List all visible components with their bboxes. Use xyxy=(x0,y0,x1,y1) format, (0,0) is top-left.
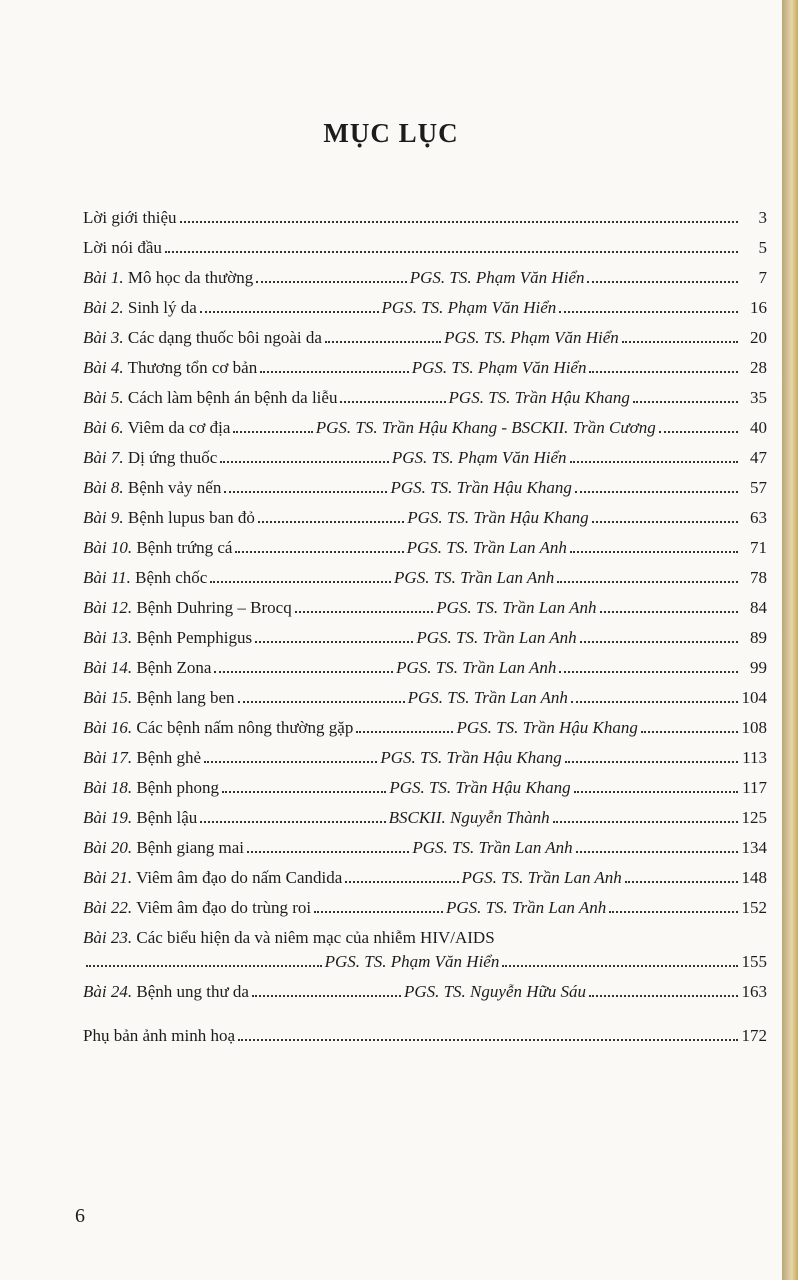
lesson-title: Bệnh phong xyxy=(136,778,219,797)
lesson-number: Bài 11. xyxy=(83,568,131,587)
toc-entry-page: 163 xyxy=(741,982,767,1001)
lesson-author: PGS. TS. Trần Lan Anh xyxy=(436,598,597,617)
leader-dots xyxy=(622,341,738,343)
leader-dots xyxy=(570,461,738,463)
lesson-number: Bài 22. xyxy=(83,898,133,917)
leader-dots xyxy=(222,791,386,793)
toc-entry-label xyxy=(83,448,217,468)
lesson-number: Bài 10. xyxy=(83,538,133,557)
lesson-title: Bệnh lang ben xyxy=(136,688,235,707)
leader-dots xyxy=(200,821,385,823)
leader-dots xyxy=(600,611,739,613)
toc-entry-page: 7 xyxy=(758,268,767,287)
toc-entry-label xyxy=(83,568,207,588)
toc-entry-lesson xyxy=(83,798,767,828)
lesson-title: Bệnh giang mai xyxy=(136,838,245,857)
lesson-title: Bệnh Duhring – Brocq xyxy=(136,598,292,617)
lesson-title: Các biểu hiện da và niêm mạc của nhiễm HIV/AIDS xyxy=(136,928,495,947)
lesson-author: PGS. TS. Trần Lan Anh xyxy=(406,538,567,557)
toc-entry-lesson xyxy=(83,918,767,948)
lesson-author: PGS. TS. Trần Hậu Khang xyxy=(380,748,562,767)
leader-dots xyxy=(258,521,404,523)
toc-entry-page: 125 xyxy=(741,808,768,827)
leader-dots xyxy=(589,995,738,997)
toc-entry-label xyxy=(83,328,322,348)
toc-entry-label xyxy=(83,508,255,528)
toc-entry-label xyxy=(83,358,257,378)
toc-entry-page: 78 xyxy=(750,568,767,587)
leader-dots xyxy=(502,965,738,967)
lesson-author: PGS. TS. Trần Lan Anh xyxy=(407,688,568,707)
lesson-title: Mô học da thường xyxy=(127,268,254,287)
lesson-author: PGS. TS. Trần Hậu Khang - BSCKII. Trần Cương xyxy=(315,418,656,437)
toc-entry-lesson xyxy=(83,768,767,798)
toc-entry-lesson xyxy=(83,618,767,648)
leader-dots xyxy=(295,611,434,613)
toc-entry-page: 172 xyxy=(741,1026,767,1045)
toc-entry-lesson xyxy=(83,888,767,918)
toc-entry-lesson xyxy=(83,828,767,858)
lesson-title: Bệnh vảy nến xyxy=(127,478,222,497)
leader-dots xyxy=(255,641,413,643)
lesson-title: Bệnh Zona xyxy=(136,658,212,677)
toc-entry-lesson xyxy=(83,408,767,438)
leader-dots xyxy=(589,371,738,373)
toc-entry-page: 148 xyxy=(741,868,768,887)
leader-dots xyxy=(260,371,409,373)
toc-entry-page: 5 xyxy=(758,238,767,257)
leader-dots xyxy=(580,641,738,643)
lesson-title: Thương tổn cơ bản xyxy=(127,358,258,377)
toc-entry-page: 35 xyxy=(750,388,767,407)
leader-dots xyxy=(314,911,443,913)
lesson-title: Bệnh lupus ban đỏ xyxy=(127,508,255,527)
toc-entry-page: 71 xyxy=(750,538,767,557)
toc-entry-page: 155 xyxy=(741,952,767,971)
lesson-author: PGS. TS. Trần Hậu Khang xyxy=(407,508,589,527)
toc-entry-page: 84 xyxy=(750,598,768,617)
lesson-number: Bài 12. xyxy=(83,598,133,617)
toc-entry-label xyxy=(83,388,337,408)
toc-entry-lesson xyxy=(83,648,767,678)
book-edge xyxy=(782,0,798,1280)
leader-dots xyxy=(235,551,403,553)
toc-entry-label xyxy=(83,688,235,708)
toc-entry-appendix xyxy=(83,1016,767,1046)
lesson-number: Bài 9. xyxy=(83,508,124,527)
leader-dots xyxy=(565,761,738,763)
lesson-title: Bệnh chốc xyxy=(135,568,208,587)
lesson-author: PGS. TS. Phạm Văn Hiển xyxy=(409,268,585,287)
toc-entry-lesson xyxy=(83,738,767,768)
toc-entry-lesson xyxy=(83,438,767,468)
toc-entry-page: 16 xyxy=(750,298,767,317)
toc-entry-label xyxy=(83,268,253,288)
leader-dots xyxy=(200,311,379,313)
toc-entry-label xyxy=(83,538,232,558)
toc-entry-lesson xyxy=(83,858,767,888)
toc-entry-page: 57 xyxy=(750,478,767,497)
toc-entry-page: 40 xyxy=(750,418,767,437)
leader-dots xyxy=(86,965,322,967)
lesson-author: PGS. TS. Nguyễn Hữu Sáu xyxy=(403,982,587,1001)
page-title: MỤC LỤC xyxy=(323,118,459,148)
table-of-contents xyxy=(83,198,767,1046)
lesson-title: Dị ứng thuốc xyxy=(127,448,218,467)
lesson-author: PGS. TS. Trần Hậu Khang xyxy=(448,388,630,407)
toc-entry-page: 63 xyxy=(750,508,768,527)
toc-entry-label xyxy=(83,748,201,768)
leader-dots xyxy=(574,791,738,793)
leader-dots xyxy=(641,731,738,733)
lesson-title: Viêm âm đạo do nấm Candida xyxy=(136,868,343,887)
leader-dots xyxy=(325,341,441,343)
toc-entry-page: 99 xyxy=(750,658,767,677)
leader-dots xyxy=(256,281,407,283)
lesson-author: PGS. TS. Trần Lan Anh xyxy=(416,628,577,647)
leader-dots xyxy=(559,311,738,313)
leader-dots xyxy=(587,281,738,283)
toc-entry-page: 20 xyxy=(750,328,768,347)
toc-entry-lesson xyxy=(83,558,767,588)
lesson-author: PGS. TS. Trần Hậu Khang xyxy=(456,718,638,737)
leader-dots xyxy=(609,911,738,913)
toc-entry-page: 108 xyxy=(741,718,768,737)
toc-entry-label xyxy=(83,628,252,648)
lesson-list xyxy=(83,258,767,1002)
lesson-number: Bài 15. xyxy=(83,688,133,707)
leader-dots xyxy=(592,521,738,523)
lesson-title: Bệnh Pemphigus xyxy=(136,628,253,647)
toc-entry-intro xyxy=(83,198,767,228)
leader-dots xyxy=(557,581,738,583)
toc-entry-lesson xyxy=(83,528,767,558)
leader-dots xyxy=(165,251,738,253)
toc-entry-label xyxy=(83,478,221,498)
leader-dots xyxy=(252,995,401,997)
leader-dots xyxy=(340,401,445,403)
lesson-title: Bệnh trứng cá xyxy=(136,538,233,557)
leader-dots xyxy=(180,221,738,223)
toc-entry-label xyxy=(83,868,342,888)
leader-dots xyxy=(633,401,738,403)
toc-entry-lesson xyxy=(83,972,767,1002)
leader-dots xyxy=(356,731,453,733)
lesson-title: Viêm da cơ địa xyxy=(127,418,231,437)
toc-entry-label xyxy=(83,808,197,828)
lesson-author: PGS. TS. Phạm Văn Hiển xyxy=(411,358,587,377)
toc-entry-label xyxy=(83,928,495,948)
lesson-number: Bài 20. xyxy=(83,838,133,857)
leader-dots xyxy=(204,761,377,763)
toc-entry-page: 152 xyxy=(741,898,767,917)
lesson-author: PGS. TS. Trần Lan Anh xyxy=(394,568,555,587)
toc-entry-page: 47 xyxy=(750,448,767,467)
lesson-number: Bài 24. xyxy=(83,982,133,1001)
lesson-author: PGS. TS. Phạm Văn Hiển xyxy=(444,328,619,347)
lesson-number: Bài 5. xyxy=(83,388,124,407)
toc-entry-lesson xyxy=(83,318,767,348)
leader-dots xyxy=(238,1039,738,1041)
lesson-author: PGS. TS. Trần Lan Anh xyxy=(445,898,607,917)
toc-entry-lesson xyxy=(83,498,767,528)
toc-entry-lesson xyxy=(83,708,767,738)
lesson-author: PGS. TS. Trần Hậu Khang xyxy=(390,478,572,497)
lesson-number: Bài 14. xyxy=(83,658,133,677)
leader-dots xyxy=(553,821,738,823)
leader-dots xyxy=(233,431,312,433)
page-number: 6 xyxy=(75,1205,85,1227)
toc-entry-label xyxy=(83,418,230,438)
toc-entry-label xyxy=(83,982,249,1002)
leader-dots xyxy=(576,851,738,853)
toc-entry-lesson xyxy=(83,348,767,378)
toc-entry-page: 89 xyxy=(750,628,767,647)
toc-entry-page: 134 xyxy=(741,838,768,857)
toc-entry-label xyxy=(83,718,353,738)
lesson-number: Bài 1. xyxy=(83,268,124,287)
lesson-title: Sinh lý da xyxy=(127,298,197,317)
leader-dots xyxy=(659,431,738,433)
lesson-title: Bệnh lậu xyxy=(136,808,198,827)
toc-entry-page: 28 xyxy=(750,358,767,377)
toc-entry-page: 117 xyxy=(742,778,767,797)
lesson-number: Bài 2. xyxy=(83,298,124,317)
lesson-number: Bài 7. xyxy=(83,448,124,467)
leader-dots xyxy=(571,701,738,703)
leader-dots xyxy=(238,701,405,703)
toc-entry-lesson xyxy=(83,468,767,498)
lesson-author: PGS. TS. Trần Lan Anh xyxy=(396,658,557,677)
lesson-author: PGS. TS. Phạm Văn Hiển xyxy=(324,952,500,971)
lesson-title: Các dạng thuốc bôi ngoài da xyxy=(127,328,322,347)
lesson-title: Viêm âm đạo do trùng roi xyxy=(136,898,312,917)
toc-entry-lesson xyxy=(83,588,767,618)
toc-entry-label: Phụ bản ảnh minh hoạ xyxy=(83,1026,236,1045)
toc-entry-label: Lời nói đầu xyxy=(83,238,162,257)
toc-entry-label xyxy=(83,598,292,618)
lesson-number: Bài 6. xyxy=(83,418,124,437)
leader-dots xyxy=(220,461,388,463)
toc-entry-lesson xyxy=(83,378,767,408)
lesson-title: Các bệnh nấm nông thường gặp xyxy=(136,718,354,737)
toc-entry-label xyxy=(83,658,211,678)
lesson-author: PGS. TS. Phạm Văn Hiển xyxy=(381,298,557,317)
leader-dots xyxy=(224,491,387,493)
toc-entry-page: 3 xyxy=(758,208,767,227)
lesson-number: Bài 8. xyxy=(83,478,124,497)
toc-entry-lesson xyxy=(83,288,767,318)
leader-dots xyxy=(210,581,391,583)
lesson-author: PGS. TS. Trần Lan Anh xyxy=(461,868,622,887)
lesson-title: Cách làm bệnh án bệnh da liễu xyxy=(127,388,338,407)
leader-dots xyxy=(570,551,738,553)
toc-entry-page: 113 xyxy=(742,748,768,767)
toc-entry-label xyxy=(83,898,311,918)
toc-entry-label xyxy=(83,298,197,318)
lesson-number: Bài 13. xyxy=(83,628,133,647)
lesson-number: Bài 4. xyxy=(83,358,124,377)
leader-dots xyxy=(345,881,458,883)
toc-entry-preface xyxy=(83,228,767,258)
lesson-number: Bài 21. xyxy=(83,868,133,887)
lesson-number: Bài 16. xyxy=(83,718,133,737)
lesson-author: BSCKII. Nguyễn Thành xyxy=(388,808,550,827)
lesson-number: Bài 19. xyxy=(83,808,133,827)
leader-dots xyxy=(575,491,738,493)
toc-entry-lesson xyxy=(83,678,767,708)
toc-entry-label xyxy=(83,838,244,858)
lesson-number: Bài 3. xyxy=(83,328,124,347)
toc-entry-label xyxy=(83,778,219,798)
toc-entry-label: Lời giới thiệu xyxy=(83,208,177,227)
leader-dots xyxy=(625,881,738,883)
lesson-title: Bệnh ung thư da xyxy=(136,982,249,1001)
lesson-number: Bài 17. xyxy=(83,748,133,767)
leader-dots xyxy=(247,851,409,853)
lesson-author: PGS. TS. Trần Hậu Khang xyxy=(389,778,571,797)
toc-entry-page: 104 xyxy=(741,688,767,707)
lesson-number: Bài 18. xyxy=(83,778,133,797)
leader-dots xyxy=(214,671,393,673)
lesson-title: Bệnh ghẻ xyxy=(136,748,202,767)
leader-dots xyxy=(559,671,738,673)
toc-entry-lesson-continued xyxy=(83,948,767,972)
lesson-author: PGS. TS. Trần Lan Anh xyxy=(412,838,573,857)
lesson-number: Bài 23. xyxy=(83,928,133,947)
toc-entry-lesson xyxy=(83,258,767,288)
lesson-author: PGS. TS. Phạm Văn Hiển xyxy=(391,448,567,467)
